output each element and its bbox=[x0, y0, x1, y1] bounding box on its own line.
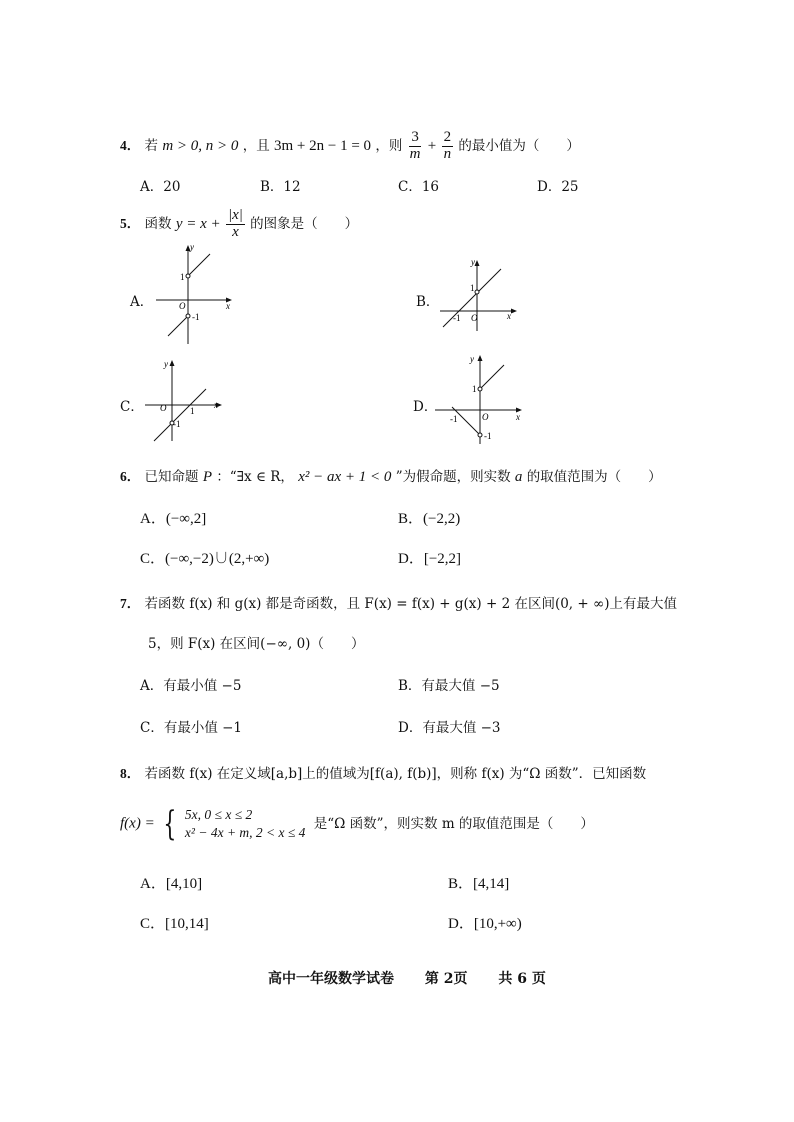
tick-label-1: 1 bbox=[180, 272, 185, 282]
question-8: 8． 若函数 f(x) 在定义域[a,b]上的值域为[f(a), f(b)]，则称 f(x) 为“Ω 函数”．已知函数 bbox=[120, 766, 647, 782]
svg-text:-1: -1 bbox=[173, 419, 181, 429]
q8-case-2: x² − 4x + m, 2 < x ≤ 4 bbox=[184, 825, 306, 841]
svg-text:y: y bbox=[471, 257, 475, 267]
q8-piecewise-function: f(x) = { 5x, 0 ≤ x ≤ 2 x² − 4x + m, 2 < x ≤ 4 是“Ω 函数”，则实数 m 的取值范围是（ ） bbox=[120, 804, 594, 845]
q7-option-d: D．有最大值 −3 bbox=[398, 720, 501, 736]
svg-text:x: x bbox=[507, 311, 511, 321]
q4-option-a: A．20 bbox=[140, 179, 181, 195]
q6-option-c: C．(−∞,−2)∪(2,+∞) bbox=[140, 551, 270, 567]
question-number: 4． bbox=[120, 137, 141, 153]
footer-title: 高中一年级数学试卷 bbox=[268, 971, 394, 987]
q5-option-a-label: A． bbox=[130, 294, 154, 310]
graph-c bbox=[140, 355, 230, 445]
graph-a bbox=[148, 240, 238, 350]
q5-fraction: $\frac{|x|}{x}$ bbox=[227, 207, 243, 240]
svg-text:1: 1 bbox=[472, 384, 477, 394]
q4-text: ，且 bbox=[242, 137, 270, 154]
q4-text: ，则 bbox=[375, 137, 403, 154]
svg-text:1: 1 bbox=[470, 283, 475, 293]
footer-total: 共 6 页 bbox=[498, 971, 546, 987]
q4-condition: m > 0, n > 0 bbox=[162, 137, 239, 154]
q8-option-b: B．[4,14] bbox=[448, 876, 510, 892]
q7-line1: 若函数 f(x) 和 g(x) 都是奇函数，且 F(x) = f(x) + g(x) + 2 在区间(0, + ∞)上有最大值 bbox=[144, 596, 677, 612]
svg-text:1: 1 bbox=[190, 406, 195, 416]
q5-option-c-label: C． bbox=[120, 399, 144, 415]
svg-text:O: O bbox=[471, 313, 478, 323]
question-5: 5． 函数 y = x + $\frac{|x|}{x}$ 的图象是（ ） bbox=[120, 207, 359, 240]
x-axis-label: x bbox=[226, 301, 230, 311]
q5-option-d-label: D． bbox=[413, 399, 438, 415]
q5-option-b-label: B． bbox=[416, 294, 440, 310]
question-4: 4． 若 m > 0, n > 0 ，且 3m + 2n − 1 = 0 ，则 $\frac{3}{m}$ + $\frac{2}{n}$ 的最小值为（ ） bbox=[120, 129, 580, 162]
q4-option-c: C．16 bbox=[398, 179, 440, 195]
q4-equation: 3m + 2n − 1 = 0 bbox=[274, 137, 372, 154]
footer-page: 第 2页 bbox=[424, 971, 468, 987]
question-number: 5． bbox=[120, 215, 141, 231]
q4-text: 若 bbox=[144, 137, 159, 154]
q5-function: y = x + bbox=[175, 215, 221, 232]
page-footer bbox=[268, 968, 546, 988]
question-6: 6． 已知命题 P ：“∃x ∈ R， x² − ax + 1 < 0 ”为假命题，则实数 a 的取值范围为（ ） bbox=[120, 469, 662, 485]
q8-option-d: D．[10,+∞) bbox=[448, 916, 522, 932]
q4-fraction-2n: $\frac{2}{n}$ bbox=[443, 129, 452, 162]
q7-line2: 5，则 F(x) 在区间(−∞, 0)（ ） bbox=[148, 636, 365, 652]
svg-text:O: O bbox=[160, 403, 167, 413]
graph-d bbox=[430, 352, 530, 447]
q8-option-c: C．[10,14] bbox=[140, 916, 209, 932]
q8-case-1: 5x, 0 ≤ x ≤ 2 bbox=[184, 807, 253, 822]
q7-option-a: A．有最小值 −5 bbox=[140, 678, 242, 694]
svg-text:-1: -1 bbox=[453, 313, 461, 323]
svg-text:-1: -1 bbox=[450, 414, 458, 424]
q4-option-d: D．25 bbox=[537, 179, 579, 195]
q7-option-c: C．有最小值 −1 bbox=[140, 720, 243, 736]
svg-text:O: O bbox=[482, 412, 489, 422]
origin-label: O bbox=[179, 301, 186, 311]
q4-fraction-3m: $\frac{3}{m}$ bbox=[409, 129, 421, 162]
y-axis-label: y bbox=[190, 242, 194, 252]
q6-option-b: B．(−2,2) bbox=[398, 511, 461, 527]
svg-text:x: x bbox=[214, 400, 218, 410]
q8-option-a: A．[4,10] bbox=[140, 876, 203, 892]
graph-b bbox=[435, 255, 525, 335]
q7-option-b: B．有最大值 −5 bbox=[398, 678, 500, 694]
q6-option-d: D．[−2,2] bbox=[398, 551, 462, 567]
tick-label-neg1: -1 bbox=[192, 312, 200, 322]
q8-line1: 若函数 f(x) 在定义域[a,b]上的值域为[f(a), f(b)]，则称 f(x) 为“Ω 函数”．已知函数 bbox=[144, 766, 647, 782]
svg-text:-1: -1 bbox=[484, 431, 492, 441]
q4-text: 的最小值为（ ） bbox=[458, 137, 580, 154]
svg-text:y: y bbox=[470, 354, 474, 364]
q6-option-a: A．(−∞,2] bbox=[140, 511, 207, 527]
question-7: 7． 若函数 f(x) 和 g(x) 都是奇函数，且 F(x) = f(x) + g(x) + 2 在区间(0, + ∞)上有最大值 bbox=[120, 596, 677, 612]
svg-text:y: y bbox=[164, 359, 168, 369]
q6-expression: x² − ax + 1 < 0 bbox=[298, 469, 392, 485]
q4-option-b: B．12 bbox=[260, 179, 301, 195]
svg-text:x: x bbox=[516, 412, 520, 422]
